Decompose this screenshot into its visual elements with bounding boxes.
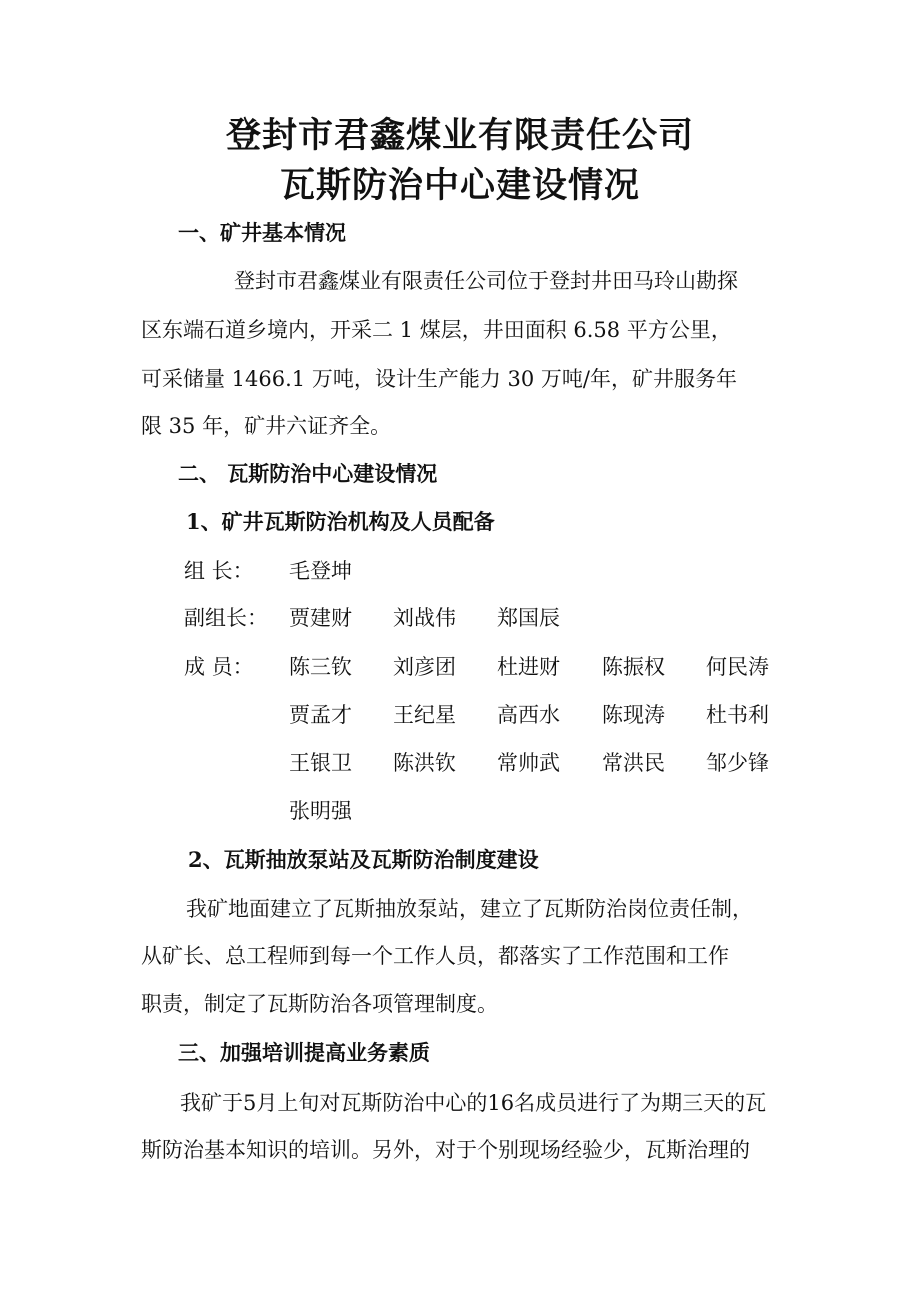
- member-name: 陈洪钦: [393, 751, 456, 775]
- member-name: 杜书利: [706, 703, 769, 727]
- member-name: 常洪民: [602, 751, 665, 775]
- section2-sub2-paragraph-line: 职责，制定了瓦斯防治各项管理制度。: [141, 992, 498, 1016]
- members-row: [0, 701, 920, 729]
- section1-heading: 一、矿井基本情况: [178, 220, 346, 245]
- section1-paragraph-line: 区东端石道乡境内，开采二 1 煤层，井田面积 6.58 平方公里，: [141, 318, 732, 342]
- members-row: [0, 653, 920, 681]
- deputy-name: 刘战伟: [393, 606, 456, 630]
- member-name: 何民涛: [706, 655, 769, 679]
- document-title-line1: 登封市君鑫煤业有限责任公司: [225, 115, 694, 156]
- deputy-name: 郑国辰: [497, 606, 560, 630]
- section2-sub1-heading: 1、矿井瓦斯防治机构及人员配备: [186, 509, 495, 534]
- section2-heading: 二、 瓦斯防治中心建设情况: [178, 461, 438, 486]
- section3-paragraph-line: 斯防治基本知识的培训。另外，对于个别现场经验少，瓦斯治理的: [141, 1138, 750, 1162]
- member-name: 刘彦团: [393, 655, 456, 679]
- members-row: [0, 749, 920, 777]
- document-title-line2: 瓦斯防治中心建设情况: [279, 165, 640, 206]
- deputy-label: 副组长：: [184, 606, 268, 630]
- section1-paragraph-line: 登封市君鑫煤业有限责任公司位于登封井田马玲山勘探: [234, 269, 738, 293]
- member-name: 张明强: [289, 799, 352, 823]
- members-row: [0, 797, 920, 825]
- section3-heading: 三、加强培训提高业务素质: [178, 1040, 430, 1065]
- section2-sub2-heading: 2、瓦斯抽放泵站及瓦斯防治制度建设: [188, 847, 539, 872]
- member-name: 陈三钦: [289, 655, 352, 679]
- section1-paragraph-line: 可采储量 1466.1 万吨，设计生产能力 30 万吨/年，矿井服务年: [141, 367, 737, 391]
- section3-paragraph-line: 我矿于5月上旬对瓦斯防治中心的16名成员进行了为期三天的瓦: [180, 1091, 767, 1115]
- members-label: 成 员：: [184, 655, 254, 679]
- member-name: 杜进财: [497, 655, 560, 679]
- member-name: 王纪星: [393, 703, 456, 727]
- section2-sub2-paragraph-line: 从矿长、总工程师到每一个工作人员，都落实了工作范围和工作: [141, 944, 729, 968]
- section2-sub2-paragraph-line: 我矿地面建立了瓦斯抽放泵站，建立了瓦斯防治岗位责任制，: [186, 897, 753, 921]
- member-name: 陈振权: [602, 655, 665, 679]
- leader-label: 组 长：: [184, 559, 254, 583]
- member-name: 高西水: [497, 703, 560, 727]
- member-name: 贾孟才: [289, 703, 352, 727]
- deputy-row: [0, 604, 920, 632]
- member-name: 陈现涛: [602, 703, 665, 727]
- member-name: 王银卫: [289, 751, 352, 775]
- section1-paragraph-line: 限 35 年，矿井六证齐全。: [141, 414, 392, 438]
- leader-row: [0, 557, 920, 585]
- member-name: 邹少锋: [706, 751, 769, 775]
- leader-name: 毛登坤: [289, 559, 352, 583]
- deputy-name: 贾建财: [289, 606, 352, 630]
- member-name: 常帅武: [497, 751, 560, 775]
